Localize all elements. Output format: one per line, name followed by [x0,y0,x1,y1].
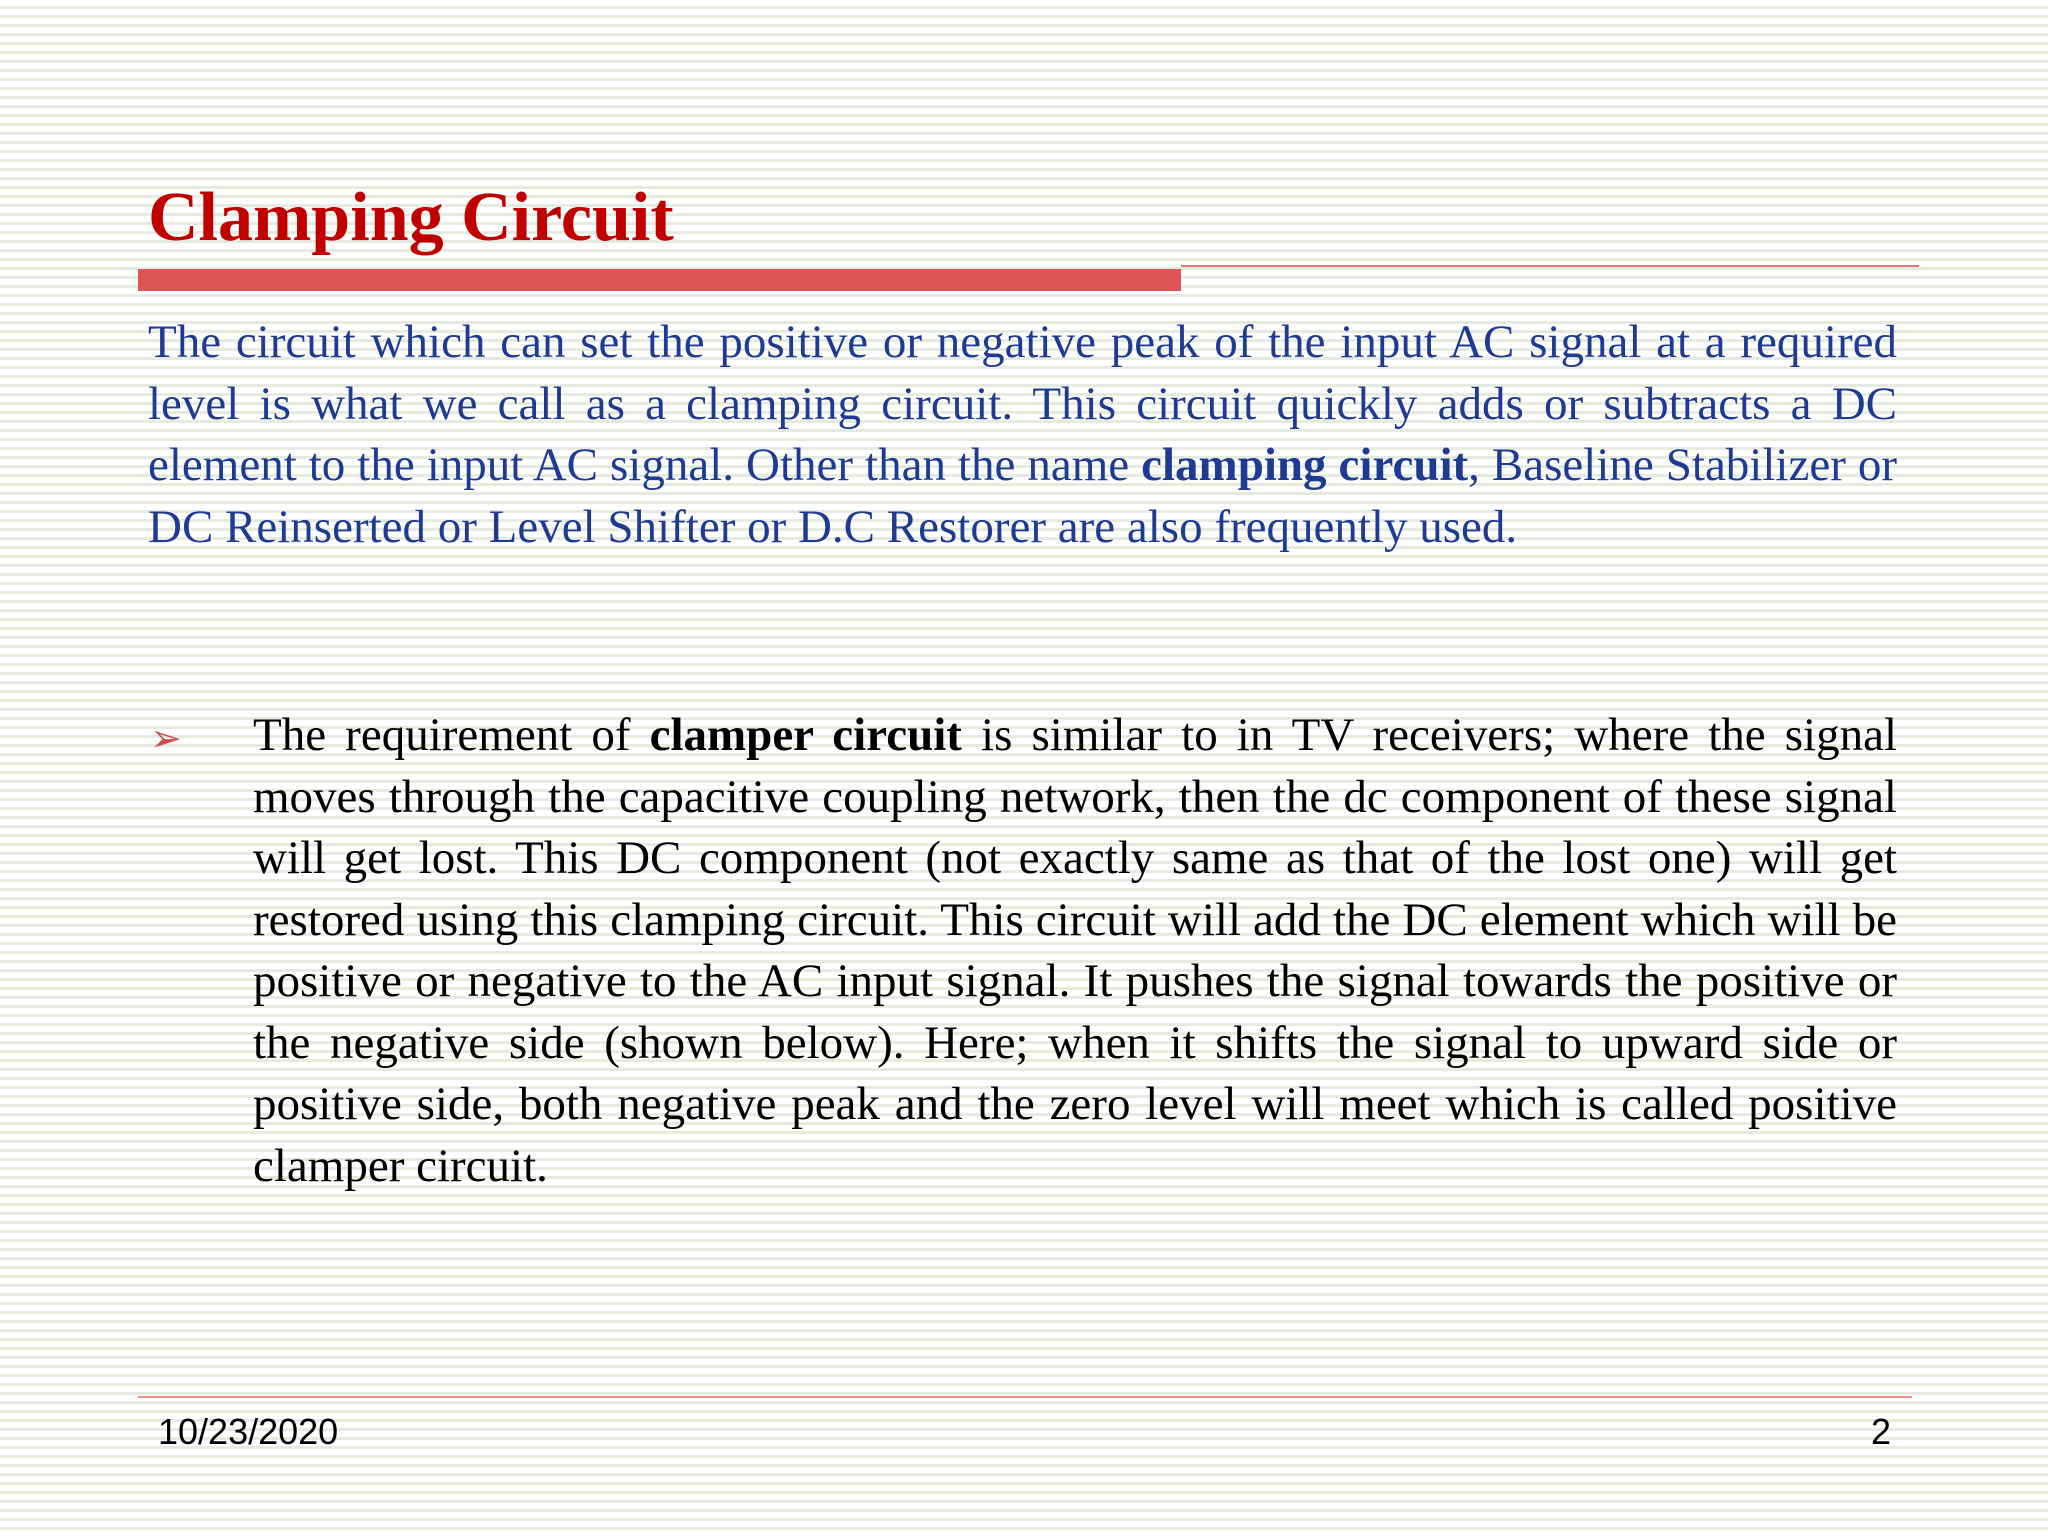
arrowhead-bullet-icon: ➢ [150,716,182,760]
bullet-paragraph [253,705,1897,1197]
bullet-text-start: The requirement of [253,709,650,761]
title-underline-rule [1181,265,1919,267]
intro-text-end: , Baseline Stabilizer or DC Reinserted or Level Shifter or D.C Restorer are also frequently used. [148,439,1897,553]
title-underline-bar [138,269,1181,291]
footer-divider [138,1396,1912,1398]
intro-bold-term: clamping circuit [1141,439,1469,491]
slide-title: Clamping Circuit [148,179,674,256]
footer-date: 10/23/2020 [158,1411,339,1452]
bullet-text-end: is similar to in TV receivers; where the signal moves through the capacitive coupling network, then the dc component of these signal will get lost. This DC component (not exactly same as that of the lost one) will get restored using this clamping circuit. This circuit will add the DC element which will be positive or negative to the AC input signal. It pushes the signal towards the positive or the negative side (shown below). Here; when it shifts the signal to upward side or positive side, both negative peak and the zero level will meet which is called positive clamper circuit. [253,709,1897,1192]
intro-text-start: The circuit which can set the positive or negative peak of the input AC signal at a required level is what we call as a clamping circuit. This circuit quickly adds or subtracts a DC element to the input AC signal. Other than the name [148,316,1897,491]
page-number: 2 [1870,1411,1891,1452]
intro-paragraph [148,312,1897,558]
bullet-bold-term: clamper circuit [649,709,962,761]
